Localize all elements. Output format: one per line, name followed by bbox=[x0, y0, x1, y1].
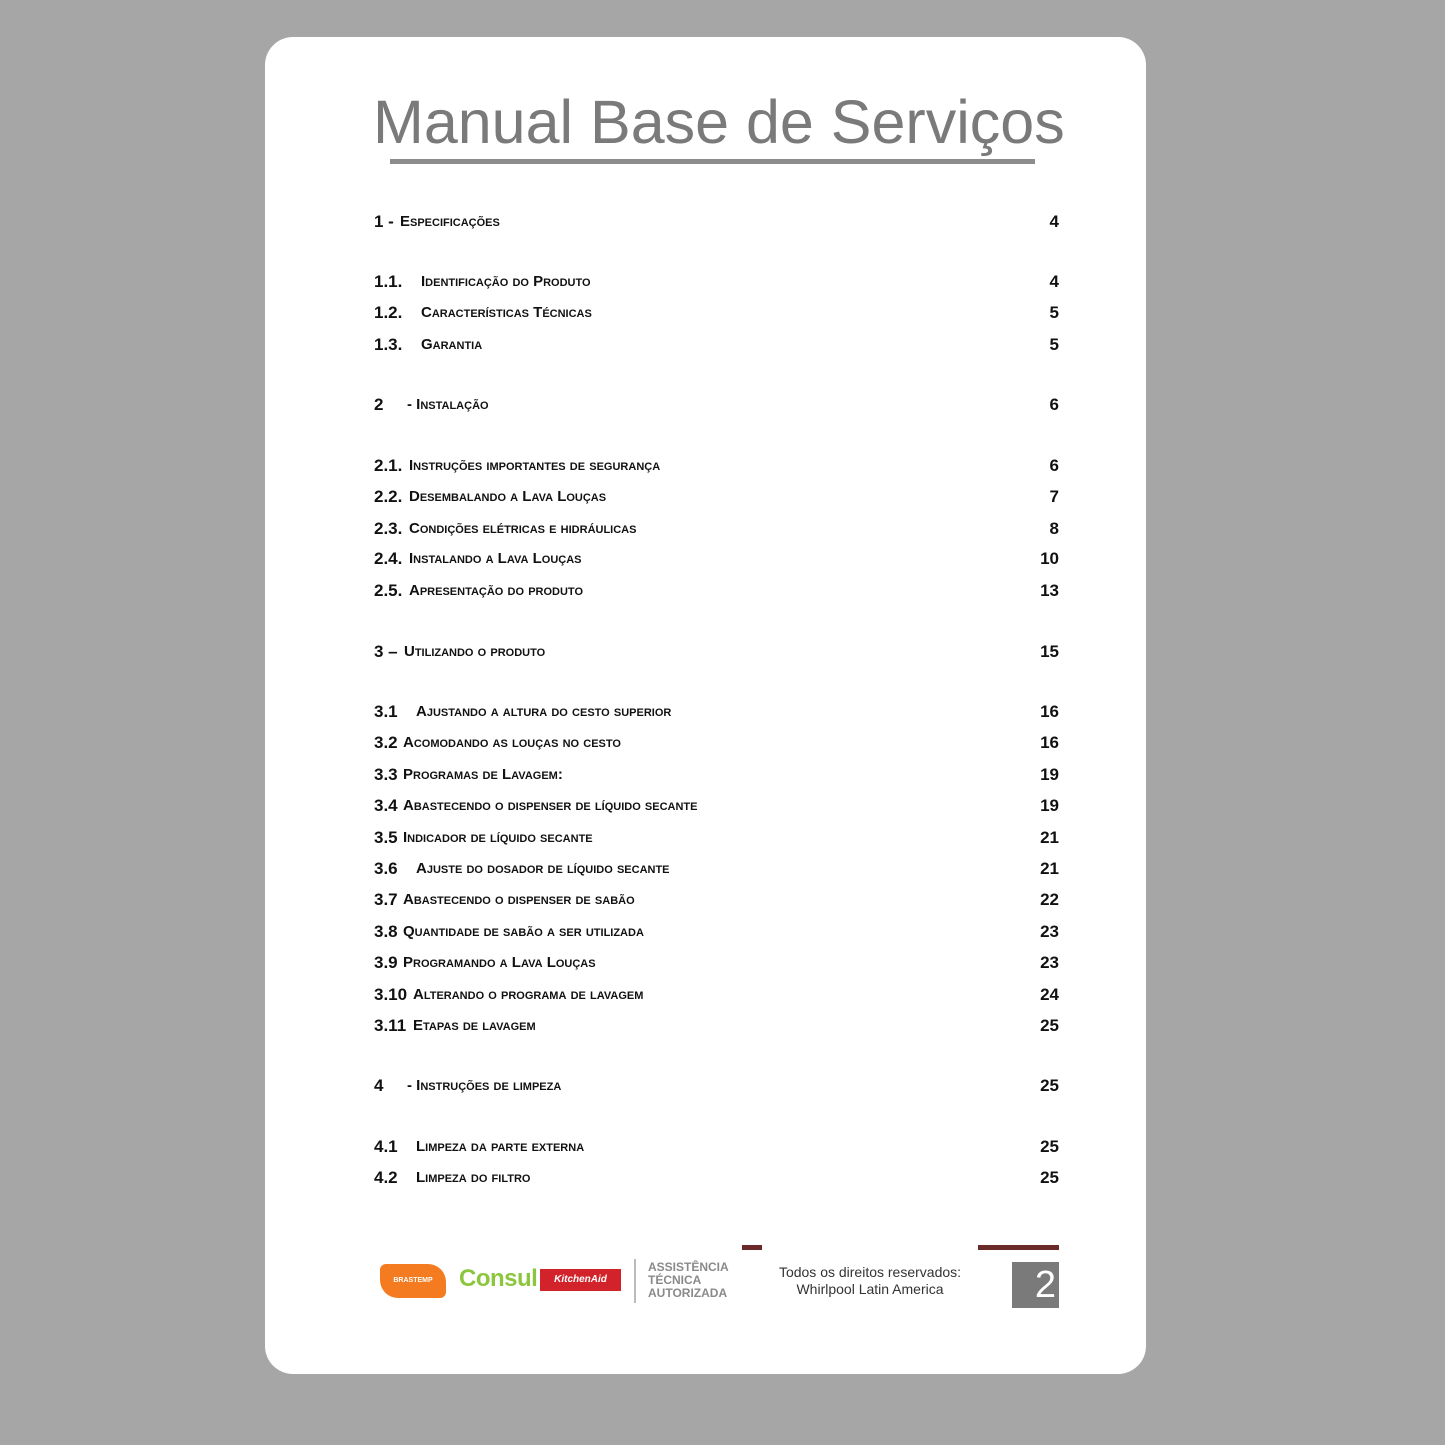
toc-page: 10 bbox=[1040, 549, 1059, 568]
toc-label: Limpeza da parte externa bbox=[416, 1138, 585, 1155]
assistencia-tecnica-label: ASSISTÊNCIA TÉCNICA AUTORIZADA bbox=[648, 1260, 729, 1300]
toc-label: - Instruções de limpeza bbox=[407, 1077, 562, 1094]
toc-entry[interactable] bbox=[374, 922, 1059, 946]
toc-page: 23 bbox=[1040, 922, 1059, 941]
toc-number: 3.11 bbox=[374, 1016, 407, 1035]
toc-entry[interactable] bbox=[374, 1137, 1059, 1161]
toc-entry[interactable] bbox=[374, 212, 1059, 236]
toc-number: 3.10 bbox=[374, 985, 408, 1004]
toc-page: 16 bbox=[1040, 702, 1059, 721]
toc-entry[interactable] bbox=[374, 272, 1059, 296]
toc-page: 4 bbox=[1049, 212, 1059, 231]
toc-label: Abastecendo o dispenser de sabão bbox=[403, 891, 635, 908]
toc-number: 3 – bbox=[374, 642, 398, 661]
toc-page: 22 bbox=[1040, 890, 1059, 909]
toc-entry[interactable] bbox=[374, 456, 1059, 480]
toc-number: 1.1. bbox=[374, 272, 403, 291]
toc-label: Garantia bbox=[421, 336, 483, 353]
toc-number: 3.6 bbox=[374, 859, 398, 878]
toc-number: 4.2 bbox=[374, 1168, 398, 1187]
footer-divider bbox=[634, 1259, 636, 1303]
toc-entry[interactable] bbox=[374, 702, 1059, 726]
brastemp-logo: BRASTEMP bbox=[380, 1264, 446, 1298]
footer-accent-bar bbox=[742, 1245, 762, 1250]
toc-label: Quantidade de sabão a ser utilizada bbox=[403, 923, 644, 940]
toc-entry[interactable] bbox=[374, 549, 1059, 573]
page-title: Manual Base de Serviços bbox=[373, 88, 1065, 156]
toc-page: 13 bbox=[1040, 581, 1059, 600]
toc-page: 16 bbox=[1040, 733, 1059, 752]
toc-label: Especificações bbox=[400, 213, 500, 230]
toc-label: Acomodando as louças no cesto bbox=[403, 734, 621, 751]
toc-page: 15 bbox=[1040, 642, 1059, 661]
toc-number: 3.2 bbox=[374, 733, 398, 752]
toc-label: Abastecendo o dispenser de líquido secante bbox=[403, 797, 698, 814]
toc-page: 25 bbox=[1040, 1076, 1059, 1095]
toc-entry[interactable] bbox=[374, 953, 1059, 977]
toc-number: 3.8 bbox=[374, 922, 398, 941]
toc-entry[interactable] bbox=[374, 765, 1059, 789]
toc-number: 1.3. bbox=[374, 335, 403, 354]
toc-entry[interactable] bbox=[374, 733, 1059, 757]
toc-label: Etapas de lavagem bbox=[413, 1017, 536, 1034]
toc-entry[interactable] bbox=[374, 859, 1059, 883]
toc-number: 2 bbox=[374, 395, 384, 414]
toc-label: Ajuste do dosador de líquido secante bbox=[416, 860, 670, 877]
toc-page: 4 bbox=[1049, 272, 1059, 291]
toc-entry[interactable] bbox=[374, 395, 1059, 419]
toc-number: 2.3. bbox=[374, 519, 403, 538]
toc-page: 5 bbox=[1049, 303, 1059, 322]
toc-page: 24 bbox=[1040, 985, 1059, 1004]
toc-number: 3.3 bbox=[374, 765, 398, 784]
toc-label: Condições elétricas e hidráulicas bbox=[409, 520, 637, 537]
toc-label: Programas de Lavagem: bbox=[403, 766, 563, 783]
toc-label: Utilizando o produto bbox=[404, 643, 546, 660]
toc-label: Desembalando a Lava Louças bbox=[409, 488, 607, 505]
toc-label: Apresentação do produto bbox=[409, 582, 583, 599]
page-number: 2 bbox=[1012, 1262, 1059, 1308]
toc-number: 3.5 bbox=[374, 828, 398, 847]
toc-entry[interactable] bbox=[374, 519, 1059, 543]
toc-page: 21 bbox=[1040, 828, 1059, 847]
toc-page: 6 bbox=[1049, 456, 1059, 475]
toc-entry[interactable] bbox=[374, 335, 1059, 359]
toc-page: 8 bbox=[1049, 519, 1059, 538]
toc-label: Instalando a Lava Louças bbox=[409, 550, 582, 567]
toc-label: Indicador de líquido secante bbox=[403, 829, 593, 846]
consul-logo: Consul bbox=[459, 1265, 538, 1292]
footer-accent-bar bbox=[978, 1245, 1059, 1250]
toc-page: 25 bbox=[1040, 1016, 1059, 1035]
kitchenaid-logo: KitchenAid bbox=[540, 1269, 621, 1291]
toc-page: 19 bbox=[1040, 765, 1059, 784]
toc-number: 2.1. bbox=[374, 456, 403, 475]
toc-label: Alterando o programa de lavagem bbox=[413, 986, 644, 1003]
toc-number: 3.4 bbox=[374, 796, 398, 815]
toc-entry[interactable] bbox=[374, 1168, 1059, 1192]
toc-number: 2.2. bbox=[374, 487, 403, 506]
toc-number: 4.1 bbox=[374, 1137, 398, 1156]
toc-number: 3.1 bbox=[374, 702, 398, 721]
toc-entry[interactable] bbox=[374, 303, 1059, 327]
toc-entry[interactable] bbox=[374, 828, 1059, 852]
toc-number: 2.5. bbox=[374, 581, 403, 600]
toc-page: 25 bbox=[1040, 1137, 1059, 1156]
toc-page: 23 bbox=[1040, 953, 1059, 972]
toc-entry[interactable] bbox=[374, 487, 1059, 511]
toc-entry[interactable] bbox=[374, 985, 1059, 1009]
toc-entry[interactable] bbox=[374, 1076, 1059, 1100]
toc-label: Identificação do Produto bbox=[421, 273, 591, 290]
toc-label: Programando a Lava Louças bbox=[403, 954, 596, 971]
toc-number: 4 bbox=[374, 1076, 384, 1095]
toc-number: 1.2. bbox=[374, 303, 403, 322]
toc-page: 6 bbox=[1049, 395, 1059, 414]
toc-number: 2.4. bbox=[374, 549, 403, 568]
toc-number: 3.9 bbox=[374, 953, 398, 972]
toc-entry[interactable] bbox=[374, 796, 1059, 820]
toc-label: Instruções importantes de segurança bbox=[409, 457, 661, 474]
toc-label: - Instalação bbox=[407, 396, 489, 413]
toc-label: Características Técnicas bbox=[421, 304, 592, 321]
toc-page: 5 bbox=[1049, 335, 1059, 354]
toc-label: Ajustando a altura do cesto superior bbox=[416, 703, 672, 720]
toc-page: 7 bbox=[1049, 487, 1059, 506]
toc-entry[interactable] bbox=[374, 581, 1059, 605]
toc-entry[interactable] bbox=[374, 1016, 1059, 1040]
copyright-notice bbox=[765, 1264, 975, 1298]
toc-entry[interactable] bbox=[374, 642, 1059, 666]
toc-page: 19 bbox=[1040, 796, 1059, 815]
title-underline bbox=[390, 159, 1035, 164]
toc-label: Limpeza do filtro bbox=[416, 1169, 531, 1186]
document-page bbox=[265, 37, 1146, 1374]
copyright-line-2: Whirlpool Latin America bbox=[796, 1281, 944, 1297]
toc-page: 25 bbox=[1040, 1168, 1059, 1187]
copyright-line-1: Todos os direitos reservados: bbox=[778, 1264, 962, 1280]
toc-page: 21 bbox=[1040, 859, 1059, 878]
toc-entry[interactable] bbox=[374, 890, 1059, 914]
toc-number: 3.7 bbox=[374, 890, 398, 909]
toc-number: 1 - bbox=[374, 212, 394, 231]
